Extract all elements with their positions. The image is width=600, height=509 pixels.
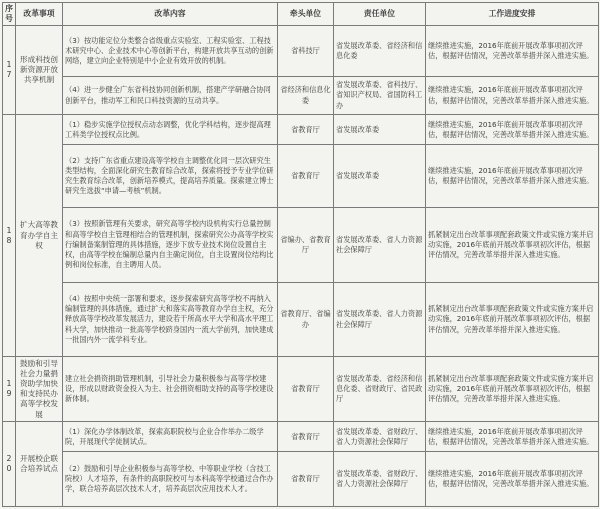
header-reform-item: 改革事项 bbox=[16, 3, 63, 26]
serial-number: 18 bbox=[3, 115, 16, 357]
reform-content: （2）鼓励和引导企业积极参与高等学校、中等职业学校（含技工院校）人才培养，有条件的高职院校可与本科高等学校通过合作办学，联合培养高层次技术人才，培养高层次应用技术人才。 bbox=[63, 452, 278, 507]
responsible-unit: 省发展改革委、省人力资源社会保障厅 bbox=[334, 208, 426, 283]
responsible-unit: 省发展改革委、省人力资源社会保障厅 bbox=[334, 282, 426, 357]
header-responsible-unit: 责任单位 bbox=[334, 3, 426, 26]
header-reform-content: 改革内容 bbox=[63, 3, 278, 26]
lead-unit: 省科技厅 bbox=[278, 26, 334, 76]
serial-number: 17 bbox=[3, 26, 16, 115]
lead-unit: 省教育厅 bbox=[278, 357, 334, 422]
reform-item: 扩大高等教育办学自主权 bbox=[16, 115, 63, 357]
reform-item: 形成科技创新资源开放共享机制 bbox=[16, 26, 63, 115]
progress: 继续推进实施，2016年底前开展改革事项初次评估，根据评估情况，完善改革举措并深入推进实施。 bbox=[426, 26, 599, 76]
progress: 继续推进实施，2016年底前开展改革事项初次评估，根据评估情况，完善改革举措并深入推进实施。 bbox=[426, 422, 599, 452]
progress: 继续推进实施，2016年底前开展改革事项初次评估，根据评估情况，完善改革举措并深入推进实施。 bbox=[426, 115, 599, 145]
progress: 抓紧制定出台改革事项配套政策文件或实施方案并启动实施，2016年底前开展改革事项初次评估，根据评估情况，完善改革举措并深入推进实施。 bbox=[426, 357, 599, 422]
progress: 抓紧制定出台改革事项配套政策文件或实施方案并启动实施，2016年底前开展改革事项初次评估，根据评估情况，完善改革举措并深入推进实施。 bbox=[426, 282, 599, 357]
responsible-unit: 省发展改革委、省科技厅、省知识产权局、省国防科工办 bbox=[334, 76, 426, 114]
table-row bbox=[3, 452, 599, 507]
progress: 抓紧制定出台改革事项配套政策文件或实施方案并启动实施，2016年底前开展改革事项初次评估，根据评估情况，完善改革举措并深入推进实施。 bbox=[426, 208, 599, 283]
reform-content: （2）支持广东省重点建设高等学校自主调整优化同一层次研究生类型结构，全面深化研究生教育综合改革，探索将授予专业学位研究生教育综合改革，创新培养模式，提高培养质量。探索建立博士研究生选拔“申请—考核”机制。 bbox=[63, 145, 278, 208]
reform-table bbox=[2, 2, 599, 507]
table-row bbox=[3, 357, 599, 422]
lead-unit: 省编办、省教育厅 bbox=[278, 208, 334, 283]
lead-unit: 省教育厅 bbox=[278, 115, 334, 145]
responsible-unit: 省发展改革委、省经济和信息化委 bbox=[334, 26, 426, 76]
reform-content: 建立社会捐资捐助管理机制，引导社会力量积极参与高等学校建设，形成以财政资金投入为主、社会捐资相助支持的高等学校建设新体制。 bbox=[63, 357, 278, 422]
header-progress: 工作进度安排 bbox=[426, 3, 599, 26]
table-row bbox=[3, 282, 599, 357]
reform-item: 开展校企联合培养试点 bbox=[16, 422, 63, 507]
lead-unit: 省教育厅、省编办 bbox=[278, 282, 334, 357]
table-row bbox=[3, 422, 599, 452]
header-row bbox=[3, 3, 599, 26]
progress: 继续推进实施，2016年底前开展改革事项初次评估，根据评估情况，完善改革举措并深入推进实施。 bbox=[426, 145, 599, 208]
lead-unit: 省教育厅 bbox=[278, 145, 334, 208]
reform-content: （3）按照新管理有关要求，研究高等学校内设机构实行总量控制和高等学校自主管理相结合的管理机制，探索研究公办高等学校实行编制备案制管理的具体措施，逐步下放专业技术岗位设置自主权，由高等学校在编制总量内自主确定岗位，自主设置岗位结构比例和岗位标准，自主聘用人员。 bbox=[63, 208, 278, 283]
progress: 继续推进实施，2016年底前开展改革事项初次评估，根据评估情况，完善改革举措并深入推进实施。 bbox=[426, 76, 599, 114]
serial-number: 20 bbox=[3, 422, 16, 507]
table-row bbox=[3, 208, 599, 283]
serial-number: 19 bbox=[3, 357, 16, 422]
table-row bbox=[3, 76, 599, 114]
table-row bbox=[3, 115, 599, 145]
responsible-unit: 省发展改革委、省经济和信息化委、省财政厅、省民政厅 bbox=[334, 357, 426, 422]
reform-content: （1）深化办学体制改革，探索高职院校与企业合作举办二级学院，开展现代学徒制试点。 bbox=[63, 422, 278, 452]
lead-unit: 省教育厅 bbox=[278, 422, 334, 452]
responsible-unit: 省发展改革委 bbox=[334, 145, 426, 208]
table-row bbox=[3, 26, 599, 76]
header-serial: 序号 bbox=[3, 3, 16, 26]
reform-content: （1）稳步实施学位授权点动态调整，优化学科结构，逐步提高理工科类学位授权点比例。 bbox=[63, 115, 278, 145]
reform-item: 鼓励和引导社会力量捐资助学加快和支持民办高等学校发展 bbox=[16, 357, 63, 422]
lead-unit: 省教育厅 bbox=[278, 452, 334, 507]
progress: 继续推进实施，2016年底前开展改革事项初次评估，根据评估情况，完善改革举措并深入推进实施。 bbox=[426, 452, 599, 507]
table-row bbox=[3, 145, 599, 208]
responsible-unit: 省发展改革委、省财政厅、省人力资源社会保障厅 bbox=[334, 422, 426, 452]
responsible-unit: 省发展改革委 bbox=[334, 115, 426, 145]
reform-content: （4）进一步健全广东省科技协同创新机制，搭建产学研融合协同创新平台，推动军工和民口科技资源的互动共享。 bbox=[63, 76, 278, 114]
reform-content: （4）按照中央统一部署和要求，逐步探索研究高等学校不再纳入编制管理的具体措施，通过扩大和落实高等教育办学自主权，充分释放高等学校改革发展活力，建设若干所高水平大学和高水平理工科大学，加快推动一批高等学校跻身国内一流大学前列，加快建成一批国内外一流学科专业。 bbox=[63, 282, 278, 357]
responsible-unit: 省发展改革委、省财政厅、省人力资源社会保障厅 bbox=[334, 452, 426, 507]
header-lead-unit: 牵头单位 bbox=[278, 3, 334, 26]
reform-content: （3）按功能定位分类整合省级重点实验室、工程实验室、工程技术研究中心、企业技术中心等创新平台，构建开放共享互动的创新网络，建立向企业特别是中小企业有效开放的机制。 bbox=[63, 26, 278, 76]
lead-unit: 省经济和信息化委 bbox=[278, 76, 334, 114]
